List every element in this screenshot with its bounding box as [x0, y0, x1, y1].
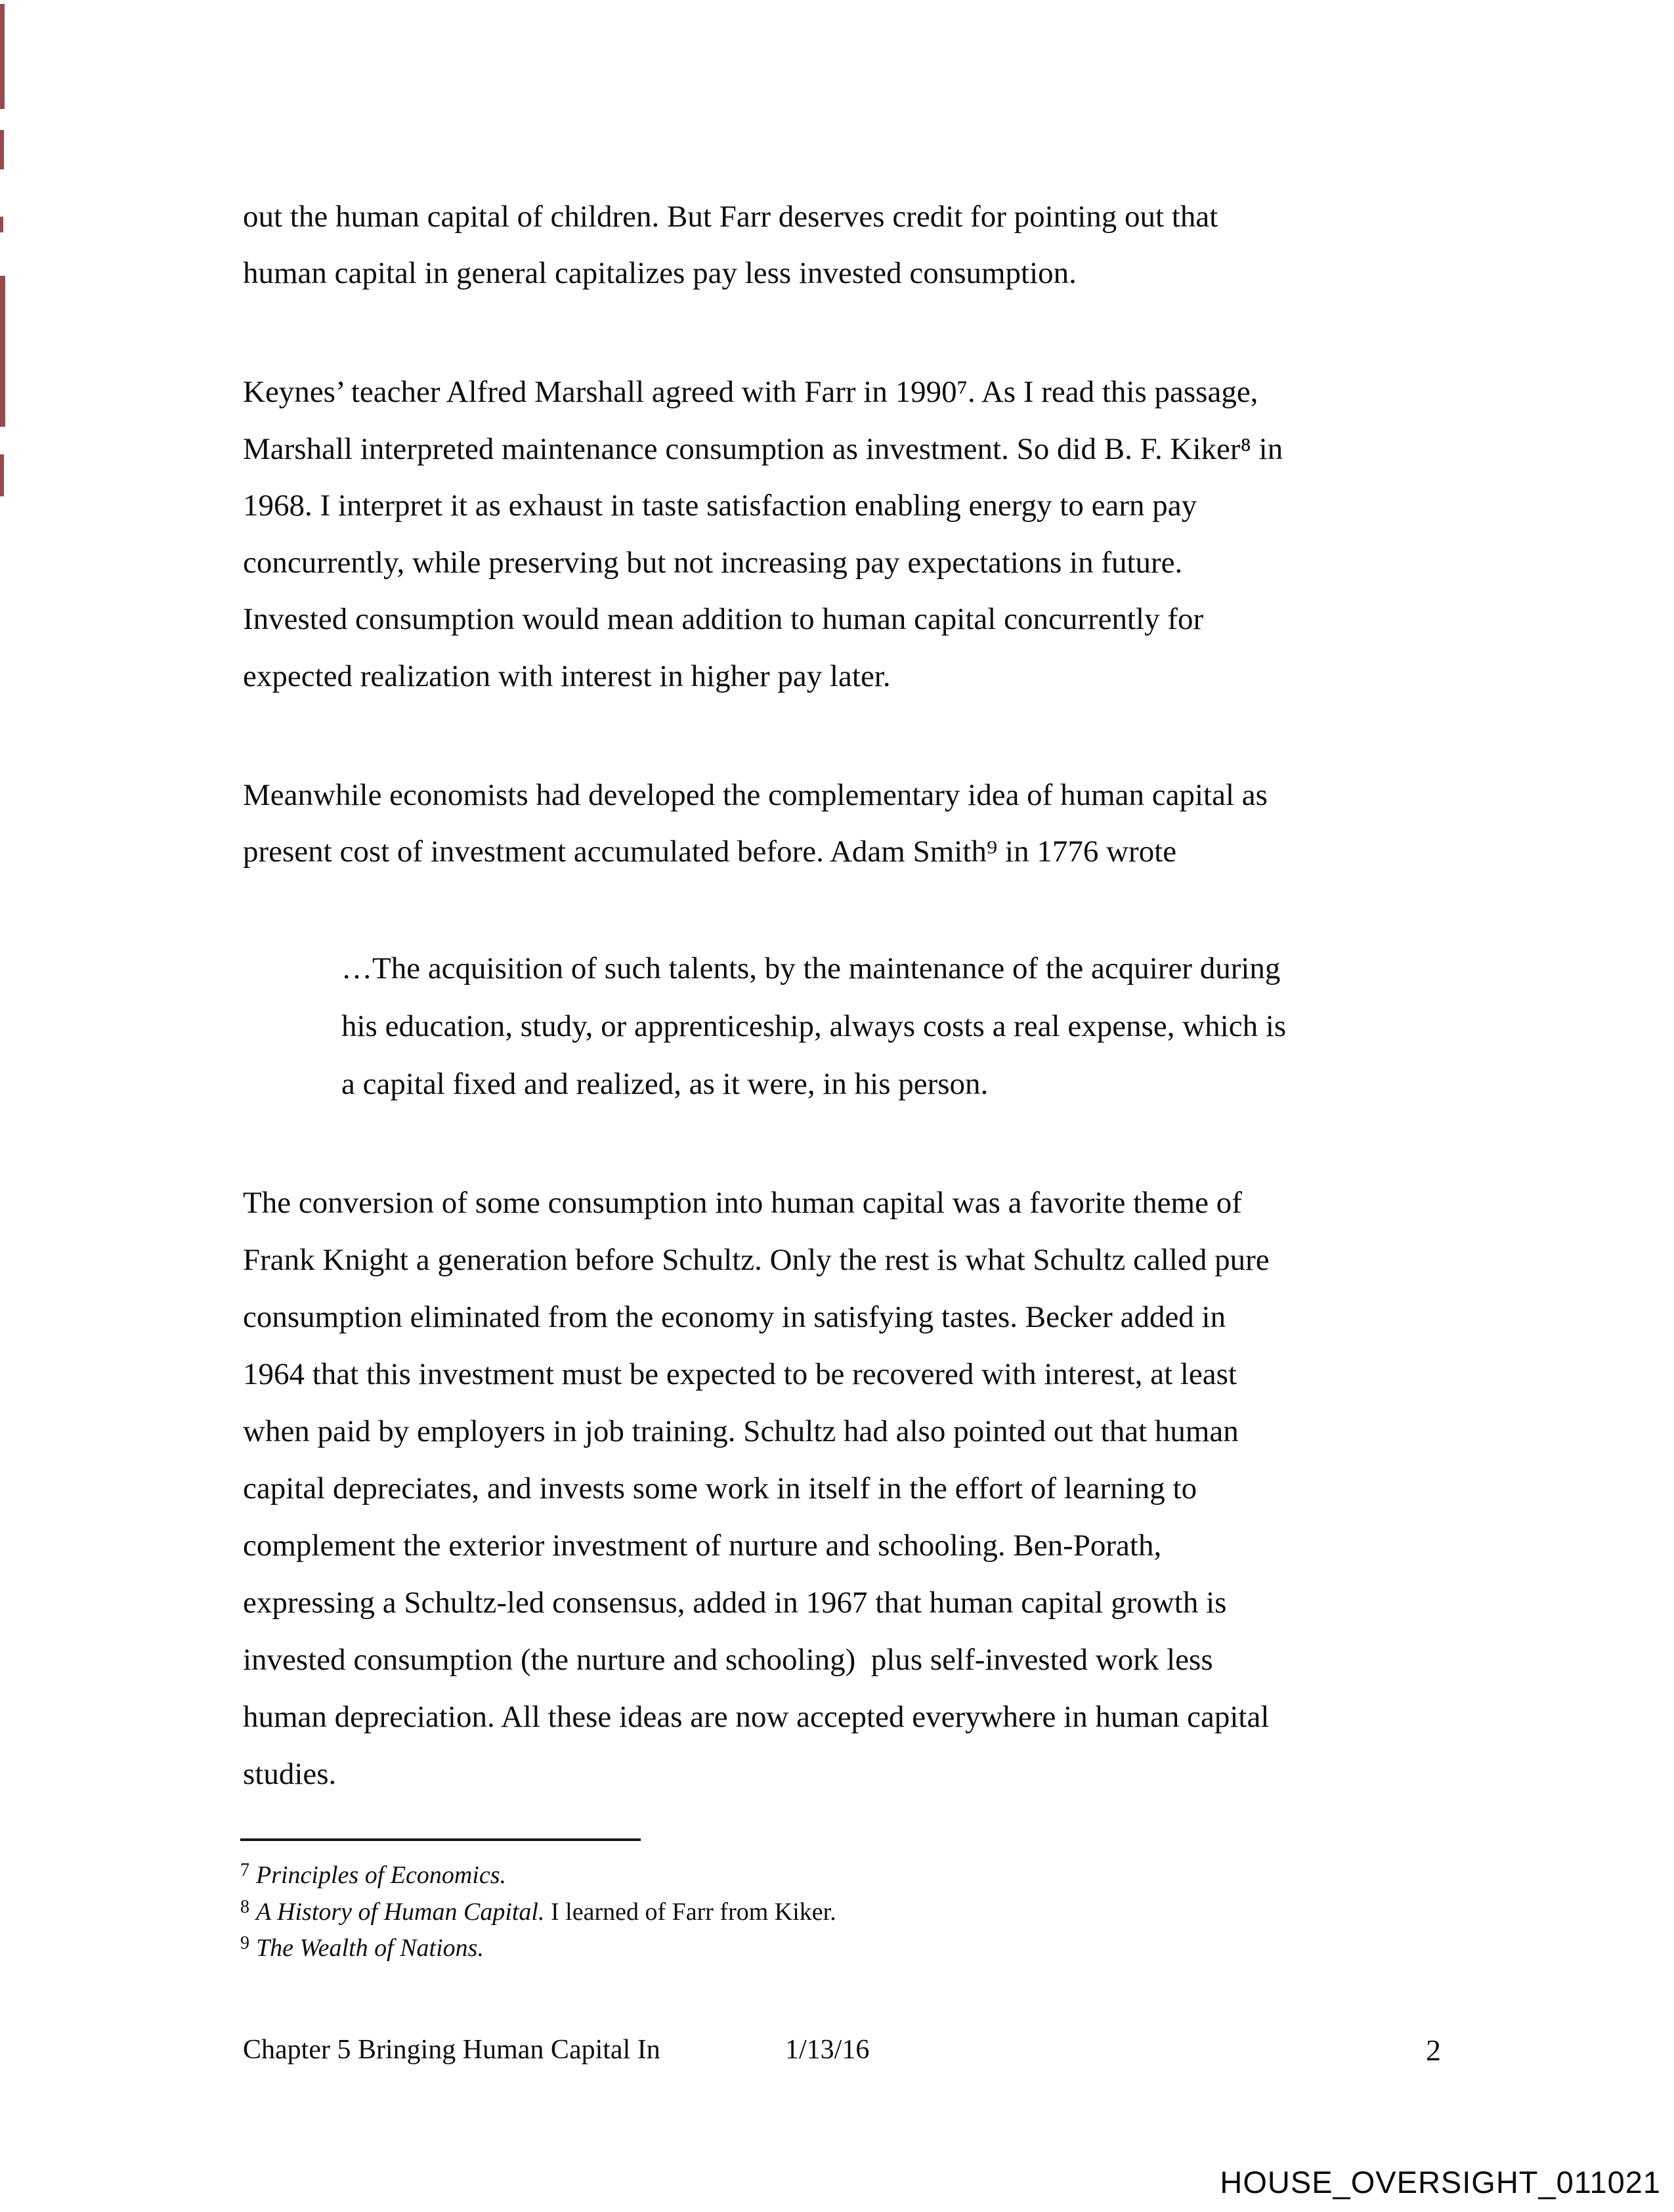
text-line: 1968. I interpret it as exhaust in taste satisfaction enabling energy to earn pay	[243, 488, 1197, 523]
text-line: 1964 that this investment must be expected to be recovered with interest, at least	[243, 1357, 1237, 1391]
paragraph-marshall-kiker	[243, 364, 1470, 705]
text-line: …The acquisition of such talents, by the maintenance of the acquirer during	[341, 951, 1281, 986]
footnotes	[240, 1857, 1356, 1967]
bates-number-watermark: HOUSE_OVERSIGHT_011021	[1220, 2165, 1661, 2200]
text-line	[243, 880, 1470, 936]
text-line: his education, study, or apprenticeship, always costs a real expense, which is	[341, 1009, 1287, 1043]
text-line: Invested consumption would mean addition to human capital concurrently for	[243, 602, 1204, 637]
text-line: capital depreciates, and invests some work in itself in the effort of learning to	[243, 1471, 1197, 1506]
text-line: The conversion of some consumption into human capital was a favorite theme of	[243, 1186, 1242, 1220]
footnote-marker: 7	[240, 1860, 249, 1880]
text-line: Marshall interpreted maintenance consumption as investment. So did B. F. Kiker⁸ in	[243, 431, 1283, 466]
footnote	[240, 1894, 1356, 1931]
footer-page-number: 2	[1426, 2033, 1441, 2067]
text-line: when paid by employers in job training. Schultz had also pointed out that human	[243, 1414, 1239, 1448]
text-line: human depreciation. All these ideas are now accepted everywhere in human capital	[243, 1700, 1270, 1734]
footnote-text: The Wealth of Nations.	[256, 1934, 484, 1962]
text-line: expected realization with interest in higher pay later.	[243, 659, 891, 693]
text-line: invested consumption (the nurture and schooling) plus self-invested work less	[243, 1643, 1213, 1677]
scan-artifact-dash	[0, 276, 5, 427]
scan-artifact-dash	[0, 217, 3, 232]
footer-date: 1/13/16	[785, 2035, 870, 2065]
text-line: complement the exterior investment of nurture and schooling. Ben-Porath,	[243, 1529, 1162, 1563]
text-line: out the human capital of children. But Farr deserves credit for pointing out that	[243, 200, 1218, 234]
paragraph-adam-smith-intro	[243, 767, 1470, 936]
footnote-text: Principles of Economics.	[256, 1861, 506, 1889]
text-line: studies.	[243, 1757, 337, 1791]
text-line: expressing a Schultz-led consensus, added in 1967 that human capital growth is	[243, 1586, 1227, 1620]
footnote-marker: 9	[240, 1933, 249, 1953]
page-footer	[0, 2034, 1674, 2073]
scan-artifact-dash	[0, 130, 4, 169]
paragraph-schultz-becker	[243, 1175, 1470, 1803]
text-line: Keynes’ teacher Alfred Marshall agreed with Farr in 1990⁷. As I read this passage,	[243, 375, 1258, 409]
text-line: present cost of investment accumulated before. Adam Smith⁹ in 1776 wrote	[243, 835, 1177, 869]
scan-artifact-dash	[0, 4, 5, 109]
paragraph-farr-credit	[243, 188, 1470, 301]
blockquote-adam-smith	[341, 940, 1490, 1113]
footnote-marker: 8	[240, 1896, 249, 1917]
footnote	[240, 1857, 1356, 1894]
text-line: concurrently, while preserving but not increasing pay expectations in future.	[243, 545, 1183, 580]
text-line: consumption eliminated from the economy in satisfying tastes. Becker added in	[243, 1300, 1226, 1334]
footnote-separator-rule	[240, 1838, 641, 1841]
text-line: human capital in general capitalizes pay less invested consumption.	[243, 256, 1077, 290]
scan-artifact-marks	[0, 0, 8, 919]
text-line: Meanwhile economists had developed the complementary idea of human capital as	[243, 778, 1268, 812]
text-line: Frank Knight a generation before Schultz. Only the rest is what Schultz called pure	[243, 1243, 1270, 1277]
footnote-text: I learned of Farr from Kiker.	[544, 1898, 836, 1926]
footer-chapter-title: Chapter 5 Bringing Human Capital In	[243, 2035, 660, 2065]
footnote-text: A History of Human Capital.	[256, 1898, 545, 1926]
text-line: a capital fixed and realized, as it were, in his person.	[341, 1067, 989, 1101]
scan-artifact-dash	[0, 454, 4, 496]
footnote	[240, 1930, 1356, 1967]
